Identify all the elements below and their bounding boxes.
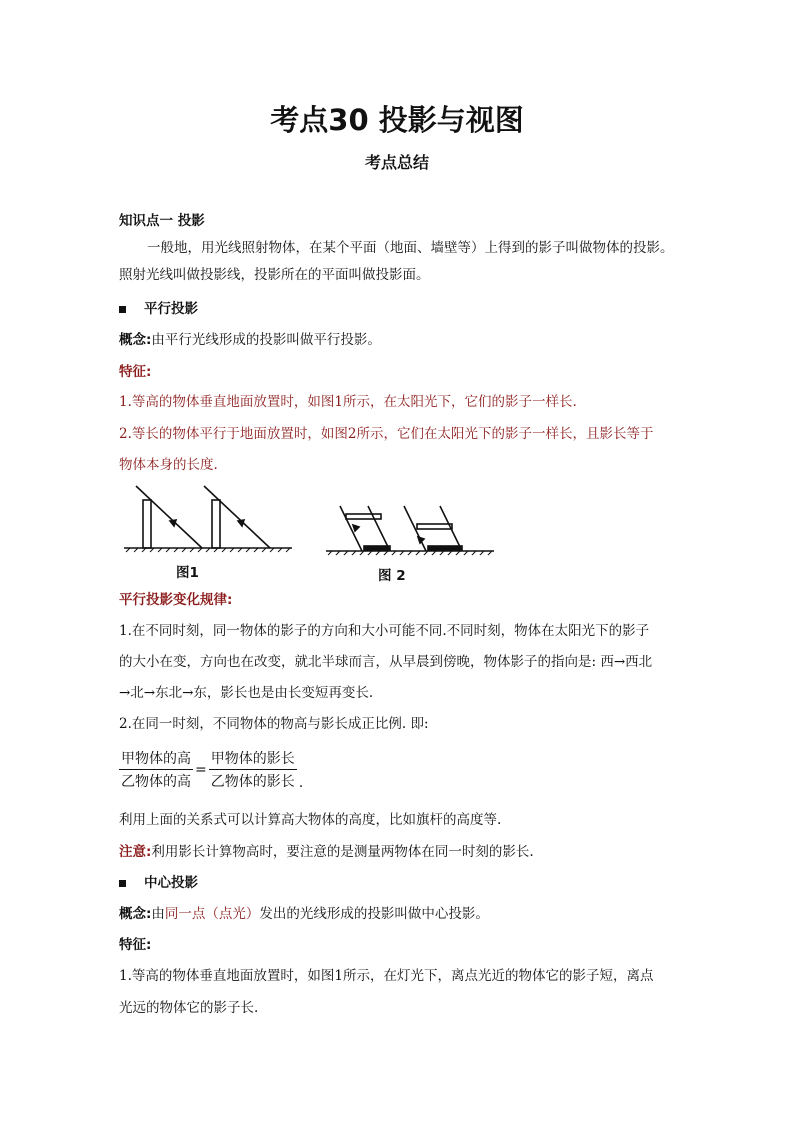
page-subtitle: 考点总结 — [364, 153, 429, 172]
equals-sign: = — [195, 761, 207, 778]
central-feature-1b: 光远的物体它的影子长. — [119, 1000, 259, 1016]
figure-1-caption: 图1 — [176, 565, 199, 581]
parallel-feature-1: 1.等高的物体垂直地面放置时，如图1所示，在太阳光下，它们的影子一样长. — [119, 394, 577, 410]
definition-line-2: 照射光线叫做投影线，投影所在的平面叫做投影面。 — [119, 267, 430, 283]
definition-line-1: 一般地，用光线照射物体，在某个平面（地面、墙壁等）上得到的影子叫做物体的投影。 — [147, 240, 674, 256]
parallel-use: 利用上面的关系式可以计算高大物体的高度，比如旗杆的高度等. — [119, 812, 502, 828]
parallel-rule-2: 2.在同一时刻，不同物体的物高与影长成正比例. 即: — [119, 716, 429, 732]
parallel-note: 注意:利用影长计算物高时，要注意的是测量两物体在同一时刻的影长. — [119, 844, 534, 860]
bullet-square-icon — [119, 880, 126, 887]
page-title: 考点30 投影与视图 — [270, 103, 524, 137]
parallel-rule-1a: 1.在不同时刻，同一物体的影子的方向和大小可能不同.不同时刻，物体在太阳光下的影子 — [119, 623, 650, 639]
fraction-height: $\frac{\text{甲物体的高}}{\text{乙物体的高}}$ — [119, 748, 193, 791]
parallel-rule-1b: 的大小在变，方向也在改变，就北半球而言，从早晨到傍晚，物体影子的指向是: 西→西北 — [119, 654, 653, 670]
parallel-rule-1c: →北→东北→东，影长也是由长变短再变长. — [119, 685, 374, 701]
section-heading-parallel: 平行投影 — [119, 299, 198, 319]
formula-period: . — [298, 775, 304, 791]
parallel-feature-2a: 2.等长的物体平行于地面放置时，如图2所示，它们在太阳光下的影子一样长，且影长等于 — [119, 426, 654, 442]
figure-1-diagram — [124, 486, 292, 552]
section-heading-central: 中心投影 — [119, 873, 198, 893]
figure-2-caption: 图 2 — [378, 568, 406, 584]
proportion-formula — [119, 748, 303, 791]
parallel-concept: 概念:由平行光线形成的投影叫做平行投影。 — [119, 332, 381, 348]
parallel-feature-label: 特征: — [119, 364, 152, 380]
section-heading-knowledge-1: 知识点一 投影 — [119, 213, 205, 229]
fraction-shadow: $\frac{\text{甲物体的影长}}{\text{乙物体的影长}}$ — [209, 748, 297, 791]
central-feature-label: 特征: — [119, 937, 152, 953]
parallel-feature-2b: 物体本身的长度. — [119, 457, 218, 473]
central-concept: 概念:由同一点（点光）发出的光线形成的投影叫做中心投影。 — [119, 906, 489, 922]
figure-2-diagram — [326, 506, 494, 555]
parallel-rule-label: 平行投影变化规律: — [119, 592, 233, 608]
central-feature-1a: 1.等高的物体垂直地面放置时，如图1所示，在灯光下，离点光近的物体它的影子短，离点 — [119, 968, 654, 984]
